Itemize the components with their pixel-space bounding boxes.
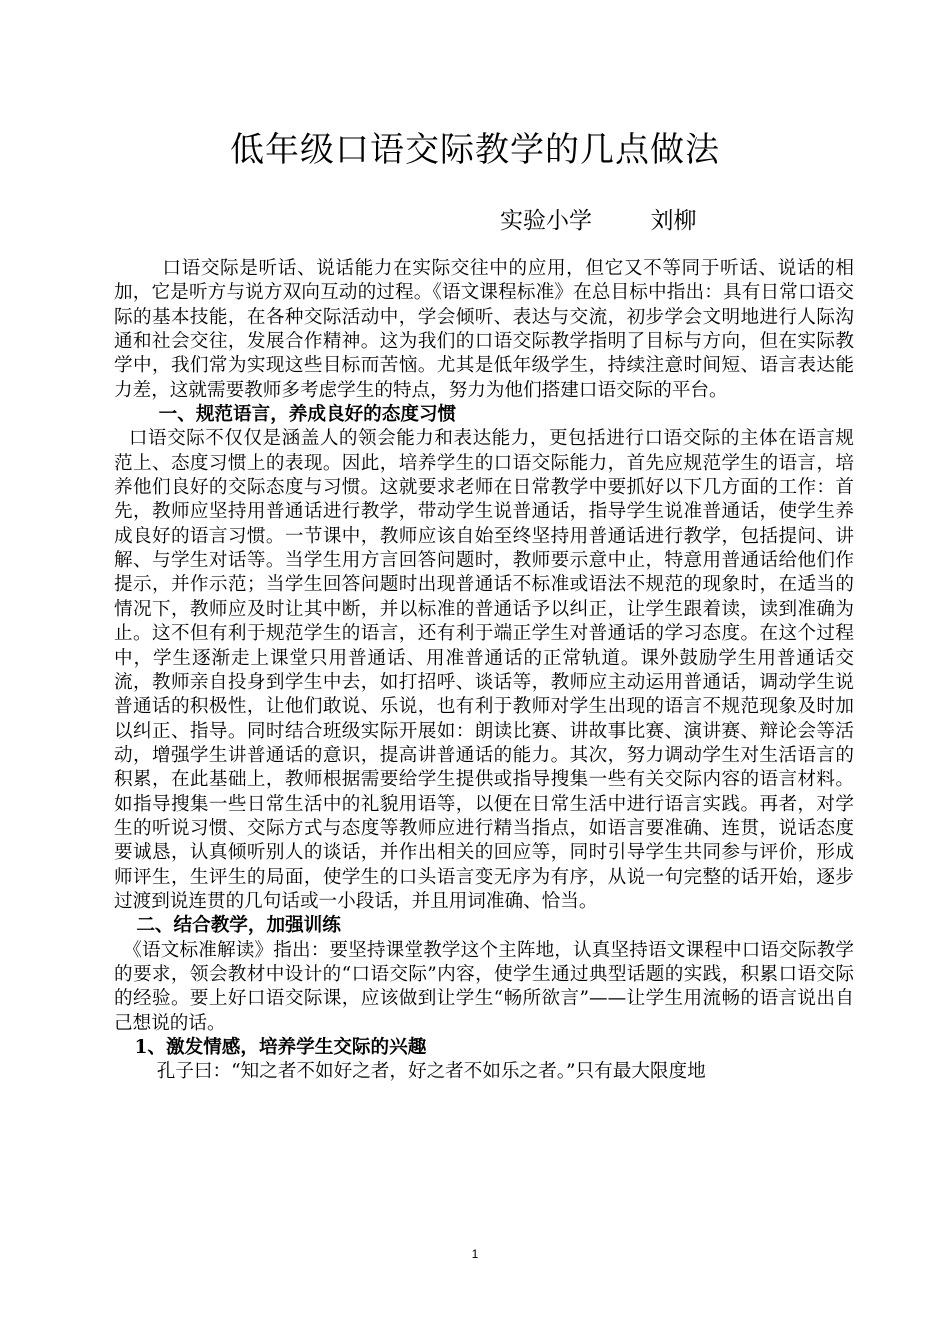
document-title: 低年级口语交际教学的几点做法: [230, 130, 720, 170]
author-line: 实验小学 刘柳: [500, 208, 697, 234]
subsection-heading-1: 1、激发情感，培养学生交际的兴趣: [134, 1037, 427, 1058]
section-1-paragraph: 口语交际不仅仅是涵盖人的领会能力和表达能力，更包括进行口语交际的主体在语言规范上、态度习惯上的表现。因此，培养学生的口语交际能力，首先应规范学生的语言，培养他们良好的交际态度与习惯。这就要求老师在日常教学中要抓好以下几方面的工作：首先，教师应坚持用普通话进行教学，带动学生说普通话，指导学生说准普通话，使学生养成良好的语言习惯。一节课中，教师应该自始至终坚持用普通话进行教学，包括提问、讲解、与学生对话等。当学生用方言回答问题时，教师要示意中止，特意用普通话给他们作提示，并作示范；当学生回答问题时出现普通话不标准或语法不规范的现象时，在适当的情况下，教师应及时让其中断，并以标准的普通话予以纠正，让学生跟着读，读到准确为止。这不但有利于规范学生的语言，还有利于端正学生对普通话的学习态度。在这个过程中，学生逐渐走上课堂只用普通话、用准普通话的正常轨道。课外鼓励学生用普通话交流，教师亲自投身到学生中去，如打招呼、谈话等，教师应主动运用普通话，调动学生说普通话的积极性，让他们敢说、乐说，也有利于教师对学生出现的语言不规范现象及时加以纠正、指导。同时结合班级实际开展如：朗读比赛、讲故事比赛、演讲赛、辩论会等活动，增强学生讲普通话的意识，提高讲普通话的能力。其次，努力调动学生对生活语言的积累，在此基础上，教师根据需要给学生提供或指导搜集一些有关交际内容的语言材料。如指导搜集一些日常生活中的礼貌用语等，以便在日常生活中进行语言实践。再者，对学生的听说习惯、交际方式与态度等教师应进行精当指点，如语言要准确、连贯，说话态度要诚恳，认真倾听别人的谈话，并作出相关的回应等，同时引导学生共同参与评价，形成师评生，生评生的局面，使学生的口头语言变无序为有序，从说一句完整的话开始，逐步过渡到说连贯的几句话或一小段话，并且用词准确、恰当。: [114, 428, 854, 912]
page-number: 1: [471, 1247, 479, 1261]
section-2-paragraph: 《语文标准解读》指出：要坚持课堂教学这个主阵地，认真坚持语文课程中口语交际教学的要求，领会教材中设计的“口语交际”内容，使学生通过典型话题的实践，积累口语交际的经验。要上好口语交际课，应该做到让学生“畅所欲言”——让学生用流畅的语言说出自己想说的话。: [114, 939, 854, 1034]
intro-paragraph: 口语交际是听话、说话能力在实际交往中的应用，但它又不等同于听话、说话的相加，它是听方与说方双向互动的过程。《语文课程标准》在总目标中指出：具有日常口语交际的基本技能，在各种交际活动中，学会倾听、表达与交流，初步学会文明地进行人际沟通和社会交往，发展合作精神。这为我们的口语交际教学指明了目标与方向，但在实际教学中，我们常为实现这些目标而苦恼。尤其是低年级学生，持续注意时间短、语言表达能力差，这就需要教师多考虑学生的特点，努力为他们搭建口语交际的平台。: [114, 258, 854, 401]
section-heading-1: 一、规范语言，养成良好的态度习惯: [158, 404, 457, 426]
document-body: [114, 257, 854, 1085]
subsection-1-paragraph: 孔子曰：“知之者不如好之者，好之者不如乐之者。”只有最大限度地: [156, 1061, 706, 1083]
section-heading-2: 二、结合教学，加强训练: [136, 915, 341, 937]
